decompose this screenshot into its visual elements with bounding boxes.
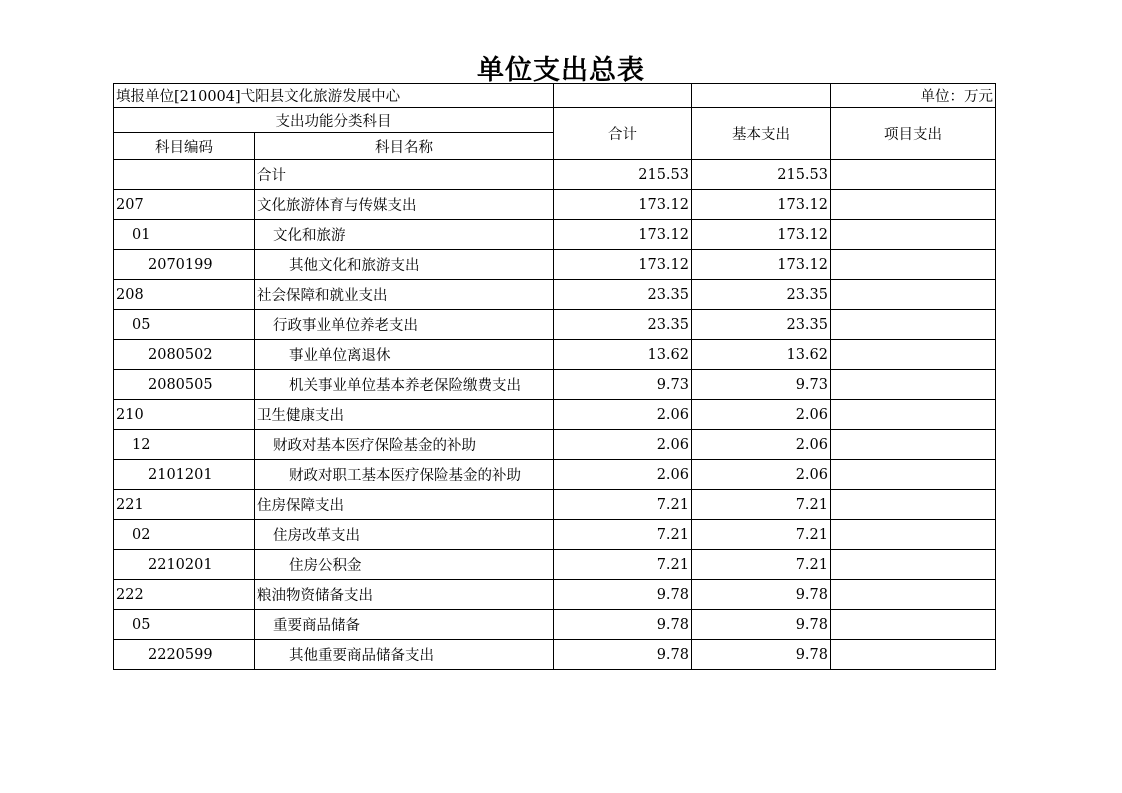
code-cell: 2080505 [114, 370, 255, 400]
total-cell: 173.12 [554, 220, 692, 250]
name-cell: 其他重要商品储备支出 [255, 640, 554, 670]
info-blank-cell [554, 84, 692, 108]
project-cell [831, 310, 996, 340]
project-cell [831, 430, 996, 460]
code-cell [114, 160, 255, 190]
total-cell: 2.06 [554, 430, 692, 460]
code-cell: 12 [114, 430, 255, 460]
name-cell: 社会保障和就业支出 [255, 280, 554, 310]
code-cell: 221 [114, 490, 255, 520]
expenditure-table [113, 83, 996, 670]
basic-cell: 2.06 [692, 400, 831, 430]
total-cell: 23.35 [554, 310, 692, 340]
basic-cell: 9.78 [692, 610, 831, 640]
table-row [114, 490, 996, 520]
project-cell [831, 280, 996, 310]
code-cell: 208 [114, 280, 255, 310]
project-cell [831, 190, 996, 220]
total-cell: 215.53 [554, 160, 692, 190]
total-cell: 9.78 [554, 610, 692, 640]
name-cell: 重要商品储备 [255, 610, 554, 640]
basic-cell: 23.35 [692, 310, 831, 340]
project-cell [831, 340, 996, 370]
table-row [114, 310, 996, 340]
basic-cell: 7.21 [692, 520, 831, 550]
basic-cell: 2.06 [692, 430, 831, 460]
project-cell [831, 460, 996, 490]
code-cell: 2220599 [114, 640, 255, 670]
project-cell [831, 580, 996, 610]
basic-cell: 173.12 [692, 190, 831, 220]
table-row [114, 340, 996, 370]
basic-cell: 7.21 [692, 550, 831, 580]
total-cell: 9.78 [554, 640, 692, 670]
table-row [114, 460, 996, 490]
name-cell: 住房公积金 [255, 550, 554, 580]
name-cell: 文化和旅游 [255, 220, 554, 250]
header-code: 科目编码 [114, 133, 255, 160]
name-cell: 合计 [255, 160, 554, 190]
table-row [114, 550, 996, 580]
table-row [114, 220, 996, 250]
code-cell: 2101201 [114, 460, 255, 490]
total-cell: 9.78 [554, 580, 692, 610]
table-row [114, 190, 996, 220]
project-cell [831, 520, 996, 550]
reporting-unit: 填报单位[210004]弋阳县文化旅游发展中心 [114, 84, 554, 108]
table-row [114, 580, 996, 610]
name-cell: 粮油物资储备支出 [255, 580, 554, 610]
code-cell: 222 [114, 580, 255, 610]
project-cell [831, 550, 996, 580]
info-blank-cell [692, 84, 831, 108]
name-cell: 财政对职工基本医疗保险基金的补助 [255, 460, 554, 490]
project-cell [831, 610, 996, 640]
basic-cell: 9.73 [692, 370, 831, 400]
name-cell: 住房改革支出 [255, 520, 554, 550]
table-row [114, 430, 996, 460]
project-cell [831, 640, 996, 670]
code-cell: 05 [114, 310, 255, 340]
basic-cell: 173.12 [692, 250, 831, 280]
project-cell [831, 250, 996, 280]
code-cell: 210 [114, 400, 255, 430]
project-cell [831, 400, 996, 430]
basic-cell: 173.12 [692, 220, 831, 250]
total-cell: 9.73 [554, 370, 692, 400]
header-total: 合计 [554, 108, 692, 160]
project-cell [831, 490, 996, 520]
code-cell: 05 [114, 610, 255, 640]
code-cell: 01 [114, 220, 255, 250]
total-cell: 7.21 [554, 520, 692, 550]
table-row [114, 370, 996, 400]
table-row [114, 160, 996, 190]
total-cell: 2.06 [554, 400, 692, 430]
basic-cell: 23.35 [692, 280, 831, 310]
info-row [114, 84, 996, 108]
code-cell: 2210201 [114, 550, 255, 580]
name-cell: 机关事业单位基本养老保险缴费支出 [255, 370, 554, 400]
basic-cell: 2.06 [692, 460, 831, 490]
table-row [114, 610, 996, 640]
name-cell: 卫生健康支出 [255, 400, 554, 430]
code-cell: 2080502 [114, 340, 255, 370]
basic-cell: 215.53 [692, 160, 831, 190]
project-cell [831, 160, 996, 190]
total-cell: 7.21 [554, 490, 692, 520]
basic-cell: 7.21 [692, 490, 831, 520]
total-cell: 173.12 [554, 250, 692, 280]
table-row [114, 280, 996, 310]
code-cell: 2070199 [114, 250, 255, 280]
table-row [114, 250, 996, 280]
basic-cell: 13.62 [692, 340, 831, 370]
name-cell: 文化旅游体育与传媒支出 [255, 190, 554, 220]
name-cell: 其他文化和旅游支出 [255, 250, 554, 280]
name-cell: 住房保障支出 [255, 490, 554, 520]
header-basic: 基本支出 [692, 108, 831, 160]
table-row [114, 640, 996, 670]
total-cell: 7.21 [554, 550, 692, 580]
total-cell: 23.35 [554, 280, 692, 310]
header-name: 科目名称 [255, 133, 554, 160]
currency-unit: 单位：万元 [831, 84, 996, 108]
table-row [114, 520, 996, 550]
basic-cell: 9.78 [692, 640, 831, 670]
code-cell: 207 [114, 190, 255, 220]
total-cell: 2.06 [554, 460, 692, 490]
total-cell: 13.62 [554, 340, 692, 370]
project-cell [831, 370, 996, 400]
table-row [114, 400, 996, 430]
code-cell: 02 [114, 520, 255, 550]
basic-cell: 9.78 [692, 580, 831, 610]
name-cell: 事业单位离退休 [255, 340, 554, 370]
total-cell: 173.12 [554, 190, 692, 220]
project-cell [831, 220, 996, 250]
header-func-class: 支出功能分类科目 [114, 108, 554, 133]
page-title: 单位支出总表 [477, 55, 645, 86]
header-project: 项目支出 [831, 108, 996, 160]
name-cell: 行政事业单位养老支出 [255, 310, 554, 340]
name-cell: 财政对基本医疗保险基金的补助 [255, 430, 554, 460]
header-row-1 [114, 108, 996, 133]
